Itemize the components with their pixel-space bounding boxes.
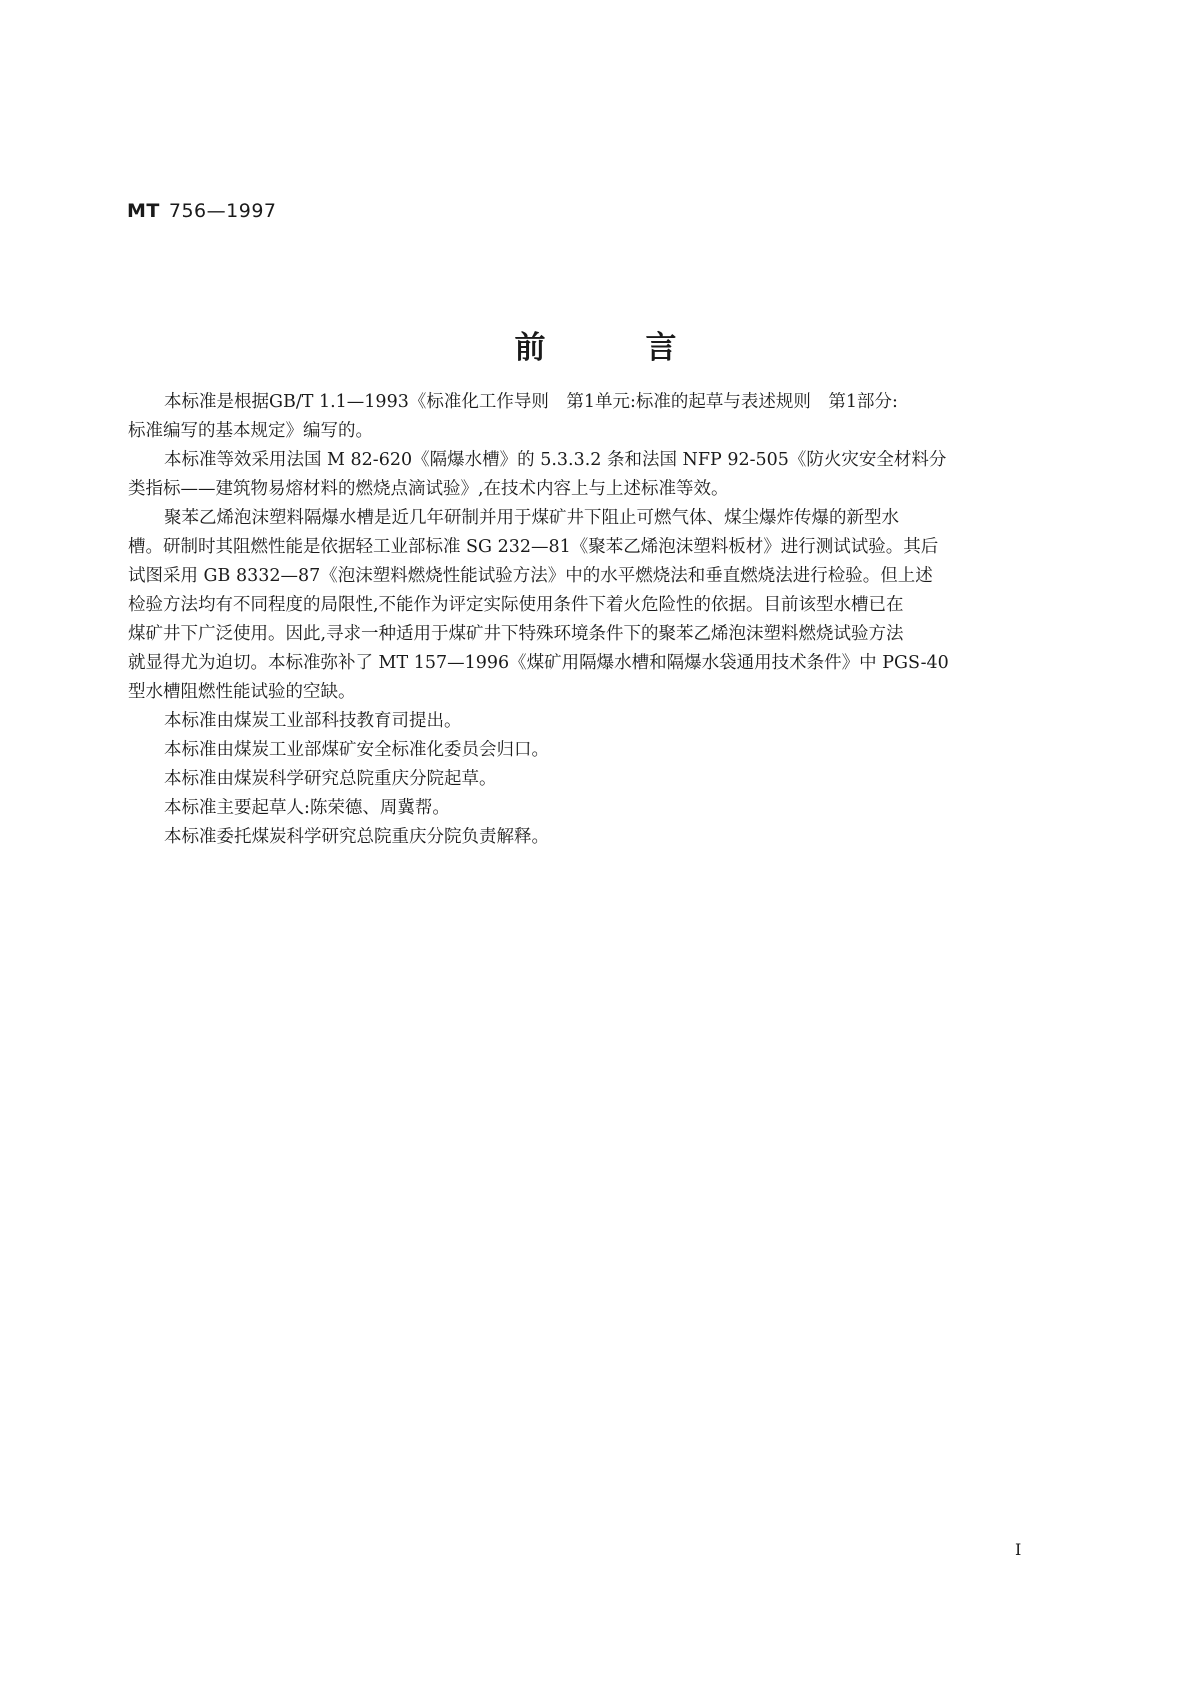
paragraph-drafters [128, 794, 1060, 823]
paragraph-centralized-by [128, 736, 1060, 765]
page-number: I [1015, 1540, 1022, 1559]
paragraph-line: 本标准由煤炭工业部科技教育司提出。 [164, 711, 462, 731]
paragraph-line: 本标准委托煤炭科学研究总院重庆分院负责解释。 [164, 827, 549, 847]
standard-number: 756—1997 [168, 200, 277, 222]
paragraph-drafted-by [128, 765, 1060, 794]
paragraph-proposed-by [128, 707, 1060, 736]
page-title [0, 322, 1191, 367]
paragraph-line: 本标准等效采用法国 M 82-620《隔爆水槽》的 5.3.3.2 条和法国 NFP 92-505《防火灾安全材料分 [164, 450, 947, 470]
paragraph-line: 就显得尤为迫切。本标准弥补了 MT 157—1996《煤矿用隔爆水槽和隔爆水袋通用技术条件》中 PGS-40 [128, 653, 949, 673]
paragraph-line: 检验方法均有不同程度的局限性,不能作为评定实际使用条件下着火危险性的依据。目前该型水槽已在 [128, 595, 904, 615]
paragraph-equivalence [128, 446, 1060, 504]
paragraph-line: 类指标——建筑物易熔材料的燃烧点滴试验》,在技术内容上与上述标准等效。 [128, 479, 729, 499]
paragraph-background [128, 504, 1060, 707]
paragraph-line: 型水槽阻燃性能试验的空缺。 [128, 682, 356, 702]
paragraph-line: 标准编写的基本规定》编写的。 [128, 421, 373, 441]
paragraph-line: 煤矿井下广泛使用。因此,寻求一种适用于煤矿井下特殊环境条件下的聚苯乙烯泡沫塑料燃烧试验方法 [128, 624, 904, 644]
paragraph-line: 聚苯乙烯泡沫塑料隔爆水槽是近几年研制并用于煤矿井下阻止可燃气体、煤尘爆炸传爆的新型水 [164, 508, 899, 528]
title-char-2: 言 [645, 330, 677, 366]
standard-code [127, 200, 277, 222]
title-char-1: 前 [514, 330, 546, 366]
paragraph-interpretation [128, 823, 1060, 852]
paragraph-line: 本标准是根据GB/T 1.1—1993《标准化工作导则 第1单元:标准的起草与表述规则 第1部分: [164, 392, 898, 412]
paragraph-line: 本标准由煤炭工业部煤矿安全标准化委员会归口。 [164, 740, 549, 760]
paragraph-line: 本标准由煤炭科学研究总院重庆分院起草。 [164, 769, 497, 789]
standard-prefix: MT [127, 200, 160, 222]
foreword-body [128, 388, 1060, 852]
paragraph-line: 槽。研制时其阻燃性能是依据轻工业部标准 SG 232—81《聚苯乙烯泡沫塑料板材》进行测试试验。其后 [128, 537, 939, 557]
paragraph-line: 本标准主要起草人:陈荣德、周冀帮。 [164, 798, 450, 818]
paragraph-line: 试图采用 GB 8332—87《泡沫塑料燃烧性能试验方法》中的水平燃烧法和垂直燃烧法进行检验。但上述 [128, 566, 933, 586]
paragraph-basis [128, 388, 1060, 446]
